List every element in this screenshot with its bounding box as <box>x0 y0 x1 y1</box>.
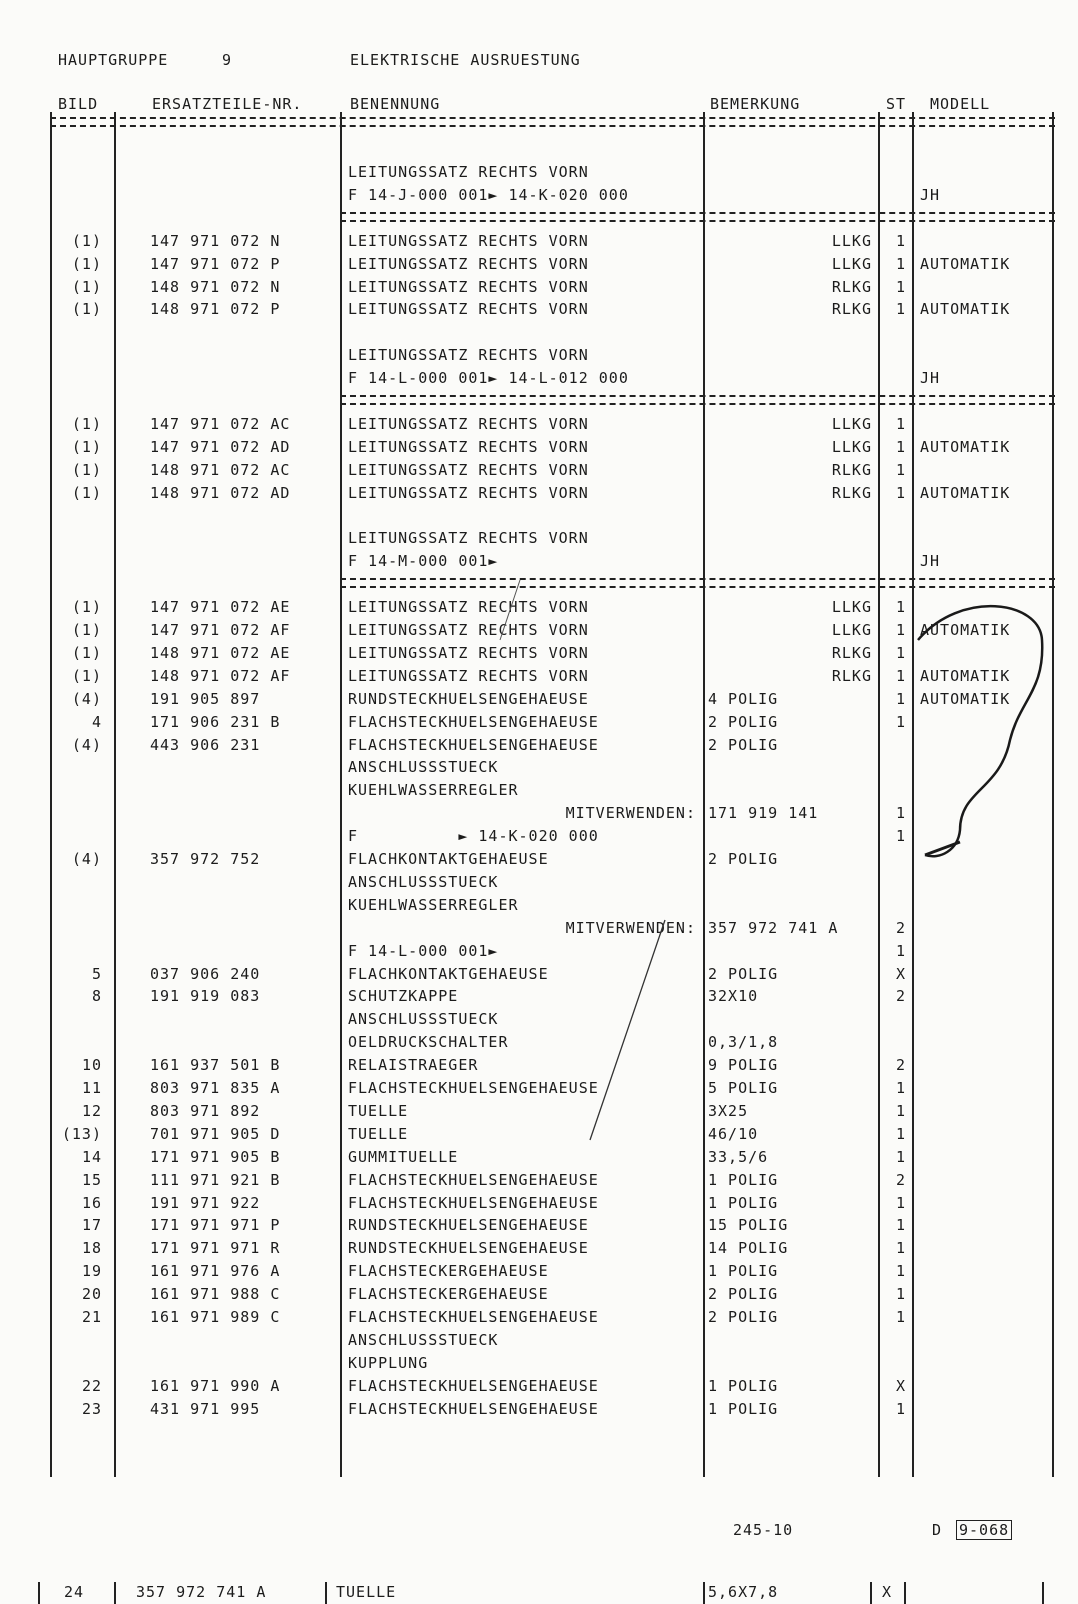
cell-remark: 1 POLIG <box>708 1262 779 1280</box>
cell-description: LEITUNGSSATZ RECHTS VORN <box>348 438 589 456</box>
cell-bild: 20 <box>81 1285 102 1303</box>
cell-description: ANSCHLUSSSTUECK <box>348 1331 499 1349</box>
cell-remark: LLKG <box>831 438 872 456</box>
cell-remark: RLKG <box>831 667 872 685</box>
cell-bild: (1) <box>71 644 102 662</box>
cell-part-number: 147 971 072 AF <box>150 621 291 639</box>
cell-bild: 21 <box>81 1308 102 1326</box>
next-row-bild: 24 <box>64 1583 85 1601</box>
cell-remark: 15 POLIG <box>708 1216 789 1234</box>
cell-bild: (4) <box>71 736 102 754</box>
cell-remark: 3X25 <box>708 1102 749 1120</box>
cell-model: AUTOMATIK <box>920 484 1011 502</box>
cell-part-number: 148 971 072 AF <box>150 667 291 685</box>
cell-remark: RLKG <box>831 644 872 662</box>
cell-part-number: 147 971 072 AD <box>150 438 291 456</box>
cell-remark: 4 POLIG <box>708 690 779 708</box>
cell-part-number: 161 971 989 C <box>150 1308 281 1326</box>
cell-remark: LLKG <box>831 255 872 273</box>
col-benennung: BENENNUNG <box>350 95 441 113</box>
cell-description: FLACHSTECKHUELSENGEHAEUSE <box>348 1171 599 1189</box>
cell-remark: 0,3/1,8 <box>708 1033 779 1051</box>
next-row-remark: 5,6X7,8 <box>708 1583 779 1601</box>
cell-part-number: 148 971 072 P <box>150 300 281 318</box>
cell-description: FLACHKONTAKTGEHAEUSE <box>348 965 549 983</box>
cell-bild: (1) <box>71 438 102 456</box>
cell-description: KUEHLWASSERREGLER <box>348 896 519 914</box>
cell-remark: RLKG <box>831 278 872 296</box>
cell-description: LEITUNGSSATZ RECHTS VORN <box>348 667 589 685</box>
cell-remark: 14 POLIG <box>708 1239 789 1257</box>
cell-description: LEITUNGSSATZ RECHTS VORN <box>348 529 589 547</box>
page-code: 245-10 <box>733 1521 794 1539</box>
cell-description: FLACHSTECKHUELSENGEHAEUSE <box>348 713 599 731</box>
cell-bild: (1) <box>71 598 102 616</box>
cell-description: LEITUNGSSATZ RECHTS VORN <box>348 300 589 318</box>
cell-description: RELAISTRAEGER <box>348 1056 479 1074</box>
next-divider-st <box>904 1582 906 1604</box>
cell-model: JH <box>920 186 941 204</box>
cell-remark: 1 POLIG <box>708 1400 779 1418</box>
cell-bild: (1) <box>71 300 102 318</box>
cell-remark: 33,5/6 <box>708 1148 769 1166</box>
cell-part-number: 443 906 231 <box>150 736 261 754</box>
cell-qty: 1 <box>895 1194 906 1212</box>
cell-part-number: 803 971 892 <box>150 1102 261 1120</box>
cell-remark: LLKG <box>831 621 872 639</box>
cell-bild: 15 <box>81 1171 102 1189</box>
group-number: 9 <box>222 51 233 69</box>
cell-bild: (1) <box>71 415 102 433</box>
cell-qty: 2 <box>895 1056 906 1074</box>
cell-remark: RLKG <box>831 461 872 479</box>
next-row-qty: X <box>882 1583 893 1601</box>
cell-bild: 19 <box>81 1262 102 1280</box>
next-divider-benennung <box>703 1582 705 1604</box>
cell-remark: 357 972 741 A <box>708 919 839 937</box>
cell-part-number: 171 971 971 R <box>150 1239 281 1257</box>
cell-description: RUNDSTECKHUELSENGEHAEUSE <box>348 1239 589 1257</box>
cell-model: JH <box>920 369 941 387</box>
cell-remark: 9 POLIG <box>708 1056 779 1074</box>
cell-bild: 22 <box>81 1377 102 1395</box>
cell-qty: 1 <box>895 1285 906 1303</box>
cell-description: OELDRUCKSCHALTER <box>348 1033 509 1051</box>
cell-remark: LLKG <box>831 415 872 433</box>
cell-description: FLACHSTECKHUELSENGEHAEUSE <box>348 736 599 754</box>
cell-description: FLACHSTECKHUELSENGEHAEUSE <box>348 1194 599 1212</box>
cell-bild: 4 <box>91 713 102 731</box>
cell-bild: 23 <box>81 1400 102 1418</box>
cell-part-number: 161 937 501 B <box>150 1056 281 1074</box>
col-modell: MODELL <box>930 95 991 113</box>
cell-bild: 8 <box>91 987 102 1005</box>
cell-model: JH <box>920 552 941 570</box>
cell-description: FLACHSTECKERGEHAEUSE <box>348 1285 549 1303</box>
cell-remark: 2 POLIG <box>708 713 779 731</box>
cell-qty: 1 <box>895 804 906 822</box>
cell-part-number: 037 906 240 <box>150 965 261 983</box>
next-row-description: TUELLE <box>336 1583 397 1601</box>
cell-model: AUTOMATIK <box>920 667 1011 685</box>
cell-description: TUELLE <box>348 1102 409 1120</box>
loop-tail <box>925 842 960 855</box>
cell-description: LEITUNGSSATZ RECHTS VORN <box>348 621 589 639</box>
cell-description: F ► 14-K-020 000 <box>348 827 599 845</box>
cell-qty: 1 <box>895 484 906 502</box>
cell-bild: 17 <box>81 1216 102 1234</box>
cell-remark: 171 919 141 <box>708 804 819 822</box>
cell-description: LEITUNGSSATZ RECHTS VORN <box>348 598 589 616</box>
cell-part-number: 147 971 072 P <box>150 255 281 273</box>
cell-description: RUNDSTECKHUELSENGEHAEUSE <box>348 690 589 708</box>
cell-description: LEITUNGSSATZ RECHTS VORN <box>348 644 589 662</box>
cell-bild: (1) <box>71 255 102 273</box>
cell-part-number: 161 971 990 A <box>150 1377 281 1395</box>
cell-bild: 11 <box>81 1079 102 1097</box>
cell-part-number: 191 971 922 <box>150 1194 261 1212</box>
pen-stroke <box>500 580 520 640</box>
cell-description: LEITUNGSSATZ RECHTS VORN <box>348 346 589 364</box>
cell-model: AUTOMATIK <box>920 300 1011 318</box>
cell-description: LEITUNGSSATZ RECHTS VORN <box>348 255 589 273</box>
cell-description: ANSCHLUSSSTUECK <box>348 1010 499 1028</box>
cell-model: AUTOMATIK <box>920 255 1011 273</box>
cell-qty: 1 <box>895 1148 906 1166</box>
cell-qty: 1 <box>895 1239 906 1257</box>
cell-bild: 18 <box>81 1239 102 1257</box>
cell-bild: 16 <box>81 1194 102 1212</box>
cell-qty: 2 <box>895 919 906 937</box>
cell-qty: 1 <box>895 1400 906 1418</box>
group-title: ELEKTRISCHE AUSRUESTUNG <box>350 51 581 69</box>
cell-model: AUTOMATIK <box>920 690 1011 708</box>
cell-qty: 1 <box>895 621 906 639</box>
cell-remark: 2 POLIG <box>708 1285 779 1303</box>
cell-description: GUMMITUELLE <box>348 1148 459 1166</box>
cell-qty: X <box>895 965 906 983</box>
cell-qty: 1 <box>895 1216 906 1234</box>
col-bild: BILD <box>58 95 99 113</box>
cell-qty: 1 <box>895 232 906 250</box>
cell-bild: 10 <box>81 1056 102 1074</box>
col-st: ST <box>886 95 907 113</box>
cell-remark: 5 POLIG <box>708 1079 779 1097</box>
cell-description: ANSCHLUSSSTUECK <box>348 758 499 776</box>
cell-part-number: 191 905 897 <box>150 690 261 708</box>
next-divider-bild <box>114 1582 116 1604</box>
cell-qty: 1 <box>895 713 906 731</box>
next-border-left <box>38 1582 40 1604</box>
next-divider-bemerkung <box>870 1582 872 1604</box>
cell-qty: 1 <box>895 942 906 960</box>
cell-qty: 1 <box>895 667 906 685</box>
cell-part-number: 161 971 976 A <box>150 1262 281 1280</box>
cell-qty: 1 <box>895 1102 906 1120</box>
cell-description: FLACHSTECKHUELSENGEHAEUSE <box>348 1400 599 1418</box>
cell-qty: 1 <box>895 438 906 456</box>
cell-part-number: 171 971 905 B <box>150 1148 281 1166</box>
cell-description: LEITUNGSSATZ RECHTS VORN <box>348 163 589 181</box>
cell-bild: (1) <box>71 621 102 639</box>
cell-remark: LLKG <box>831 598 872 616</box>
cell-part-number: 191 919 083 <box>150 987 261 1005</box>
cell-bild: 12 <box>81 1102 102 1120</box>
cell-part-number: 147 971 072 AC <box>150 415 291 433</box>
cell-description: LEITUNGSSATZ RECHTS VORN <box>348 461 589 479</box>
cell-qty: 1 <box>895 461 906 479</box>
cell-remark: 2 POLIG <box>708 850 779 868</box>
cell-remark: 1 POLIG <box>708 1171 779 1189</box>
cell-model: AUTOMATIK <box>920 438 1011 456</box>
cell-bild: (4) <box>71 690 102 708</box>
cell-part-number: 171 971 971 P <box>150 1216 281 1234</box>
cell-part-number: 701 971 905 D <box>150 1125 281 1143</box>
cell-description: MITVERWENDEN: <box>565 919 696 937</box>
cell-description: KUEHLWASSERREGLER <box>348 781 519 799</box>
diagonal-stroke <box>590 920 665 1140</box>
cell-part-number: 148 971 072 N <box>150 278 281 296</box>
cell-remark: 32X10 <box>708 987 759 1005</box>
cell-bild: 14 <box>81 1148 102 1166</box>
cell-qty: 2 <box>895 1171 906 1189</box>
cell-bild: (4) <box>71 850 102 868</box>
cell-description: FLACHKONTAKTGEHAEUSE <box>348 850 549 868</box>
cell-remark: 1 POLIG <box>708 1377 779 1395</box>
cell-qty: 1 <box>895 1125 906 1143</box>
cell-part-number: 147 971 072 AE <box>150 598 291 616</box>
cell-part-number: 357 972 752 <box>150 850 261 868</box>
cell-part-number: 161 971 988 C <box>150 1285 281 1303</box>
cell-bild: (1) <box>71 232 102 250</box>
cell-qty: 1 <box>895 278 906 296</box>
cell-description: LEITUNGSSATZ RECHTS VORN <box>348 484 589 502</box>
cell-description: SCHUTZKAPPE <box>348 987 459 1005</box>
cell-model: AUTOMATIK <box>920 621 1011 639</box>
cell-part-number: 148 971 072 AC <box>150 461 291 479</box>
cell-qty: 1 <box>895 598 906 616</box>
cell-part-number: 148 971 072 AE <box>150 644 291 662</box>
cell-bild: (1) <box>71 461 102 479</box>
cell-description: LEITUNGSSATZ RECHTS VORN <box>348 415 589 433</box>
cell-qty: 1 <box>895 1079 906 1097</box>
cell-qty: 1 <box>895 827 906 845</box>
cell-remark: 2 POLIG <box>708 1308 779 1326</box>
cell-remark: RLKG <box>831 484 872 502</box>
loop-mark <box>918 606 1042 856</box>
cell-qty: 1 <box>895 1308 906 1326</box>
cell-qty: 2 <box>895 987 906 1005</box>
cell-qty: X <box>895 1377 906 1395</box>
cell-description: LEITUNGSSATZ RECHTS VORN <box>348 278 589 296</box>
cell-description: MITVERWENDEN: <box>565 804 696 822</box>
cell-qty: 1 <box>895 690 906 708</box>
col-ersatzteile-nr: ERSATZTEILE-NR. <box>152 95 303 113</box>
cell-bild: (1) <box>71 667 102 685</box>
cell-description: ANSCHLUSSSTUECK <box>348 873 499 891</box>
cell-bild: (13) <box>61 1125 102 1143</box>
cell-description: F 14-M-000 001► <box>348 552 499 570</box>
cell-description: F 14-L-000 001► 14-L-012 000 <box>348 369 629 387</box>
cell-bild: (1) <box>71 484 102 502</box>
cell-remark: 1 POLIG <box>708 1194 779 1212</box>
cell-description: F 14-J-000 001► 14-K-020 000 <box>348 186 629 204</box>
cell-part-number: 147 971 072 N <box>150 232 281 250</box>
cell-description: FLACHSTECKHUELSENGEHAEUSE <box>348 1308 599 1326</box>
cell-description: FLACHSTECKHUELSENGEHAEUSE <box>348 1079 599 1097</box>
cell-qty: 1 <box>895 415 906 433</box>
cell-remark: RLKG <box>831 300 872 318</box>
cell-qty: 1 <box>895 255 906 273</box>
cell-remark: 46/10 <box>708 1125 759 1143</box>
cell-description: KUPPLUNG <box>348 1354 429 1372</box>
cell-description: F 14-L-000 001► <box>348 942 499 960</box>
cell-remark: 2 POLIG <box>708 736 779 754</box>
next-border-right <box>1042 1582 1044 1604</box>
cell-description: FLACHSTECKERGEHAEUSE <box>348 1262 549 1280</box>
next-divider-teil <box>325 1582 327 1604</box>
cell-remark: 2 POLIG <box>708 965 779 983</box>
col-bemerkung: BEMERKUNG <box>710 95 801 113</box>
group-label: HAUPTGRUPPE <box>58 51 169 69</box>
cell-part-number: 431 971 995 <box>150 1400 261 1418</box>
cell-description: FLACHSTECKHUELSENGEHAEUSE <box>348 1377 599 1395</box>
cell-qty: 1 <box>895 1262 906 1280</box>
cell-part-number: 171 906 231 B <box>150 713 281 731</box>
cell-description: RUNDSTECKHUELSENGEHAEUSE <box>348 1216 589 1234</box>
cell-bild: 5 <box>91 965 102 983</box>
language-code: D <box>932 1521 943 1539</box>
next-row-part-number: 357 972 741 A <box>136 1583 267 1601</box>
cell-part-number: 803 971 835 A <box>150 1079 281 1097</box>
cell-part-number: 148 971 072 AD <box>150 484 291 502</box>
cell-description: LEITUNGSSATZ RECHTS VORN <box>348 232 589 250</box>
cell-qty: 1 <box>895 300 906 318</box>
cell-bild: (1) <box>71 278 102 296</box>
sheet-number: 9-068 <box>956 1520 1012 1540</box>
cell-part-number: 111 971 921 B <box>150 1171 281 1189</box>
cell-remark: LLKG <box>831 232 872 250</box>
cell-qty: 1 <box>895 644 906 662</box>
cell-description: TUELLE <box>348 1125 409 1143</box>
